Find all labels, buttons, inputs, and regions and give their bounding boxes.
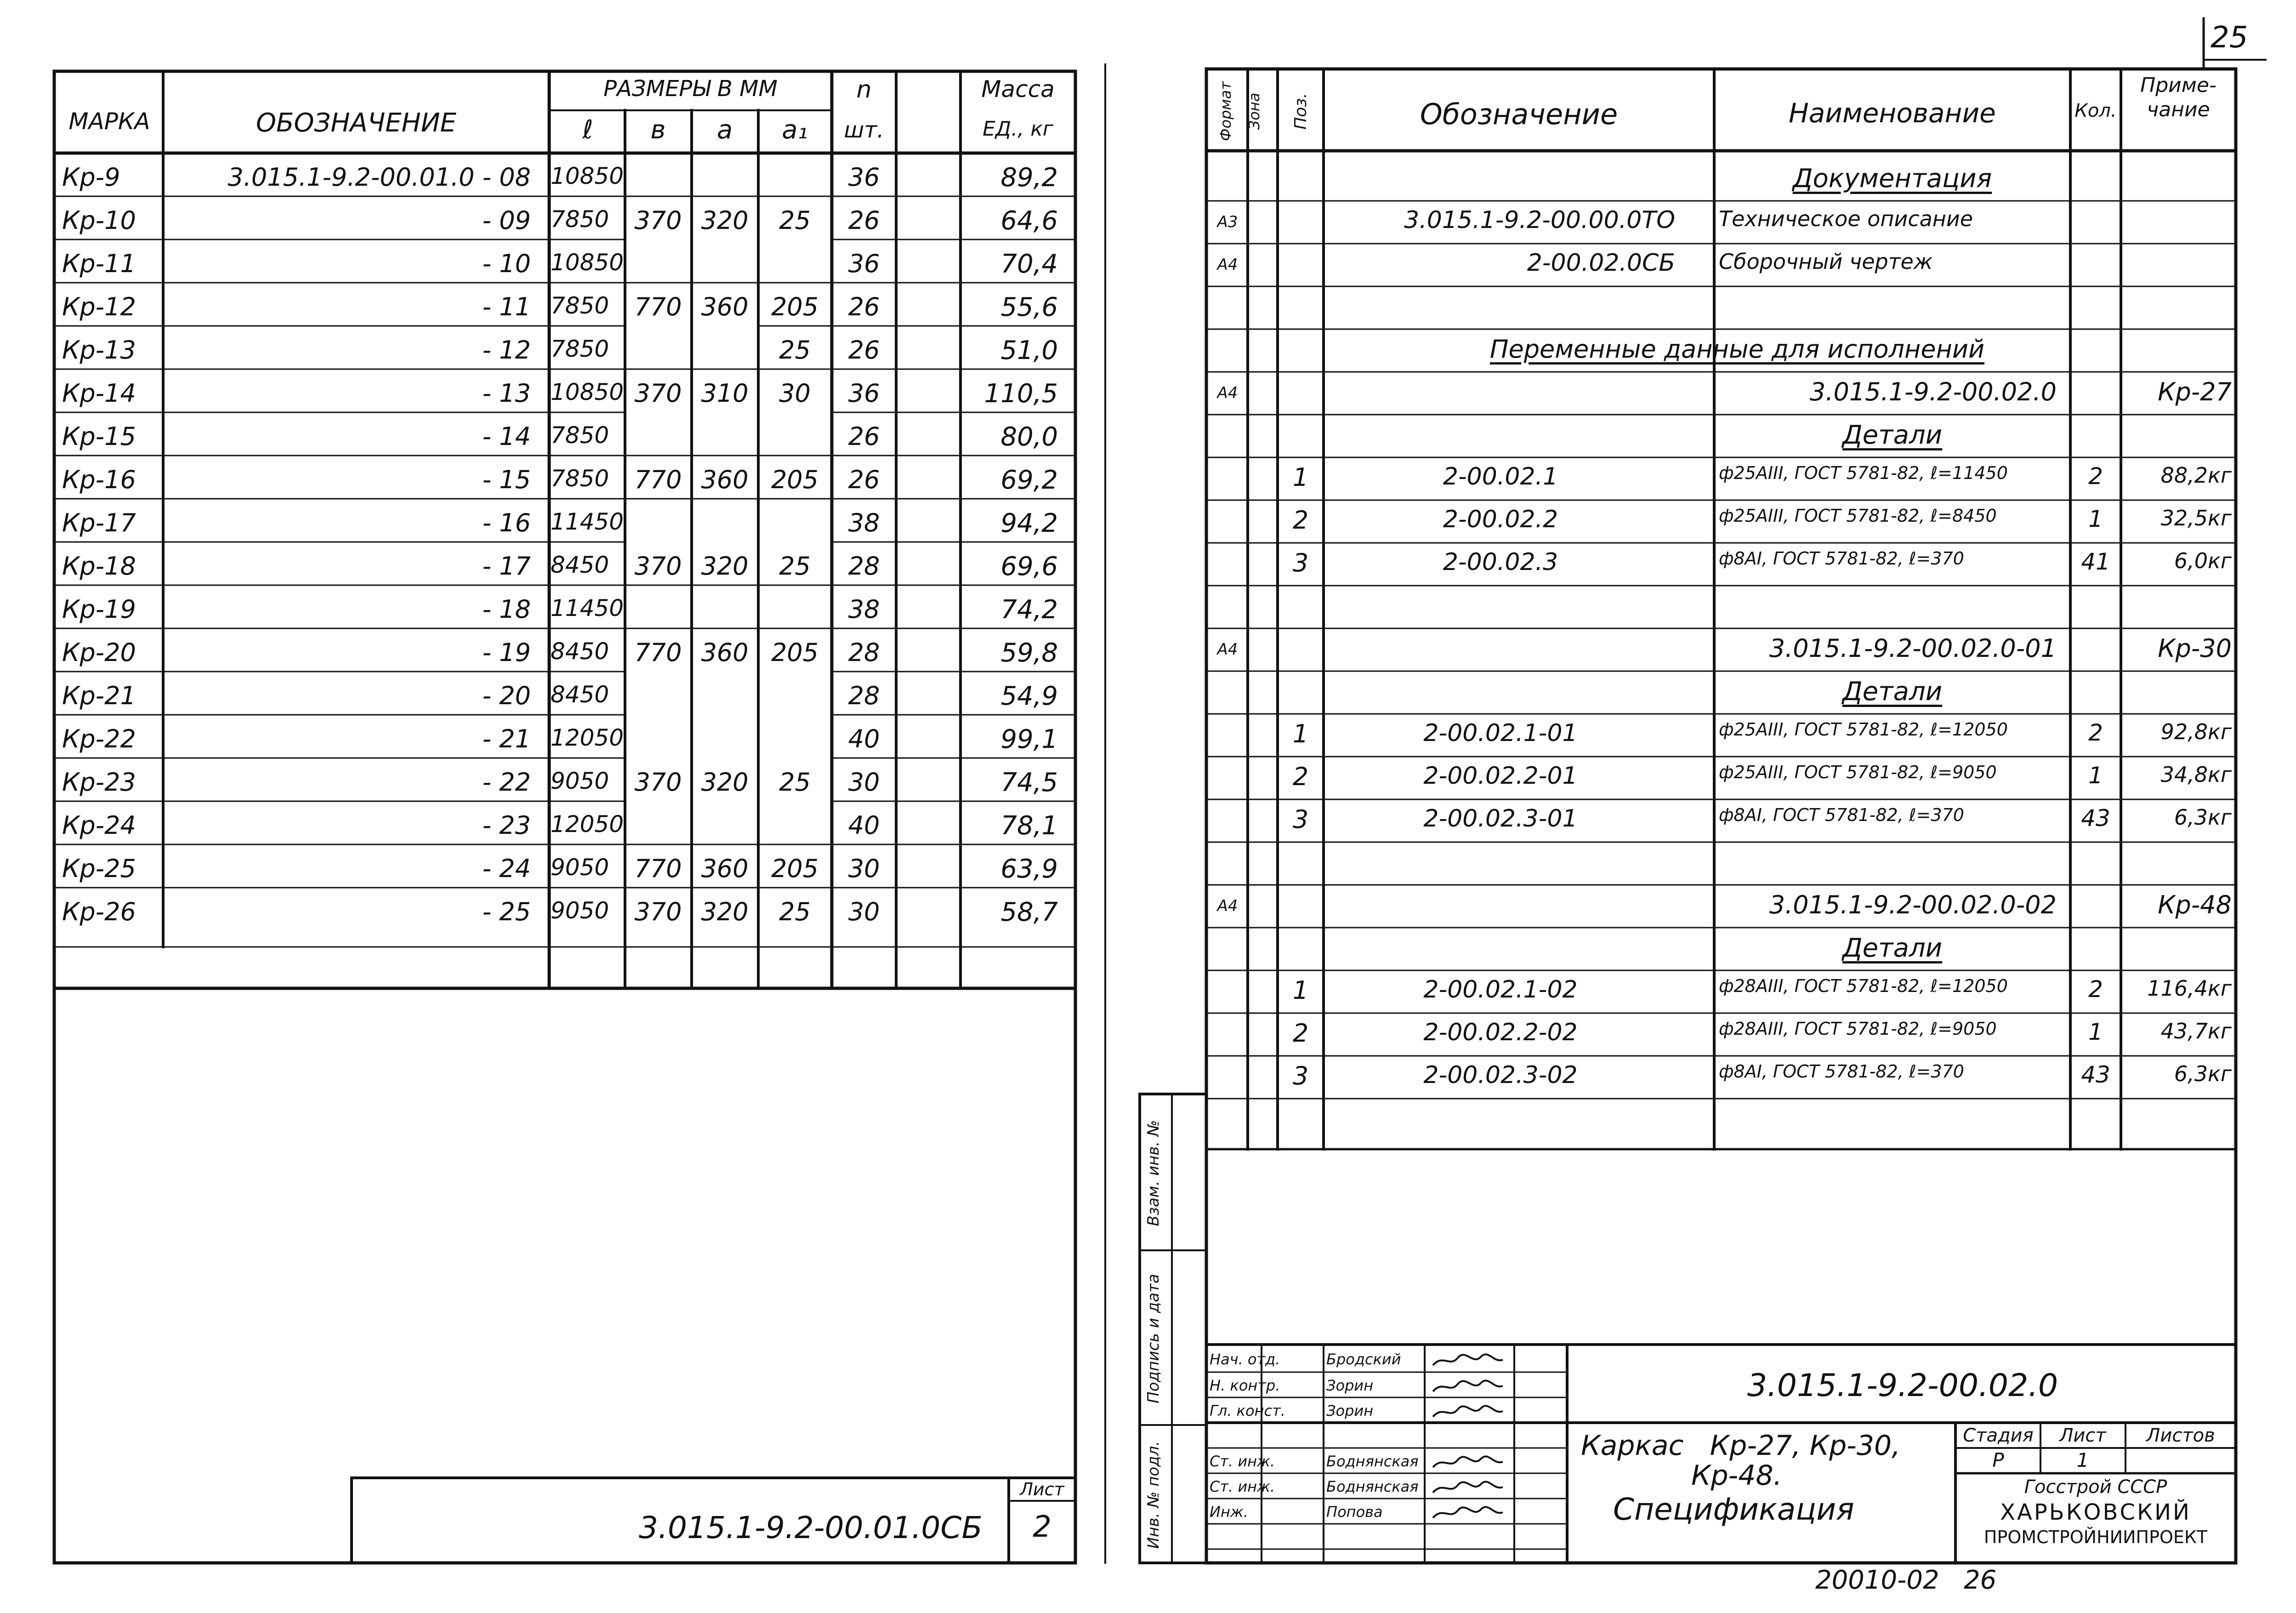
cell-mass: 59,8	[1000, 638, 1058, 668]
cell-a1: 205	[771, 465, 819, 494]
cell-n: 28	[848, 638, 880, 667]
cell-marka: Кр-15	[62, 422, 136, 451]
spec-format: А4	[1217, 897, 1238, 915]
cell-mass: 80,0	[1000, 422, 1058, 452]
left-stamp-list-value: 2	[1033, 1510, 1051, 1544]
cell-marka: Кр-13	[62, 336, 136, 365]
header-l: ℓ	[582, 115, 593, 145]
spec-naimenovanie: ф25АIII, ГОСТ 5781-82, ℓ=11450	[1719, 463, 2008, 483]
cell-n: 30	[848, 768, 880, 797]
spec-kol: 1	[2088, 1019, 2103, 1045]
cell-n: 36	[848, 249, 880, 278]
stamp-name: Бродский	[1326, 1351, 1401, 1368]
spec-oboznachenie: 2-00.02.1	[1443, 463, 1558, 490]
cell-oboz: - 15	[482, 465, 531, 494]
cell-mass: 99,1	[1000, 724, 1058, 754]
spec-kol: 1	[2088, 506, 2103, 532]
spec-naimenovanie: 3.015.1-9.2-00.02.0-01	[1769, 634, 2057, 663]
spec-poz: 1	[1292, 976, 1309, 1005]
spec-format: А4	[1217, 640, 1238, 659]
cell-l: 11450	[551, 595, 624, 621]
cell-mass: 63,9	[1000, 854, 1058, 884]
cell-a: 310	[701, 379, 749, 408]
cell-l: 7850	[551, 336, 609, 362]
spec-poz: 3	[1292, 805, 1309, 834]
spec-naimenovanie: Документация	[1792, 164, 1992, 194]
spec-kol: 43	[2081, 805, 2110, 832]
cell-mass: 70,4	[1000, 249, 1058, 279]
stamp-role: Инж.	[1210, 1503, 1248, 1521]
cell-b: 370	[634, 206, 682, 235]
cell-mass: 51,0	[1000, 336, 1058, 365]
cell-l: 12050	[551, 811, 624, 838]
cell-n: 30	[848, 854, 880, 883]
spec-poz: 3	[1292, 1061, 1309, 1090]
spec-kol: 1	[2088, 762, 2103, 789]
spec-primechanie: Кр-48	[2158, 890, 2232, 919]
header-oboznachenie: ОБОЗНАЧЕНИЕ	[256, 108, 457, 138]
cell-n: 40	[848, 724, 880, 753]
cell-marka: Кр-11	[62, 249, 136, 278]
cell-l: 10850	[551, 249, 624, 276]
spec-poz: 1	[1292, 719, 1309, 748]
cell-oboz: - 14	[482, 422, 531, 451]
cell-oboz: - 12	[482, 336, 531, 365]
spec-oboznachenie: 2-00.02.2-01	[1423, 762, 1578, 790]
right-stamp-title-2: Кр-48.	[1691, 1459, 1782, 1492]
cell-oboz: 3.015.1-9.2-00.01.0 - 08	[227, 163, 531, 192]
spec-oboznachenie: 2-00.02.3-02	[1423, 1061, 1578, 1089]
cell-b: 770	[634, 465, 682, 494]
header-a: а	[716, 115, 733, 145]
stamp-list-value: 1	[2076, 1449, 2089, 1471]
cell-b: 770	[634, 638, 682, 667]
spec-kol: 2	[2088, 976, 2103, 1003]
cell-oboz: - 17	[482, 552, 531, 581]
cell-marka: Кр-26	[62, 897, 136, 926]
cell-oboz: - 22	[482, 768, 531, 797]
cell-l: 9050	[551, 854, 609, 881]
cell-a1: 25	[779, 897, 811, 926]
cell-a1: 25	[779, 206, 811, 235]
stamp-name: Боднянская	[1326, 1478, 1419, 1495]
cell-mass: 74,2	[1000, 595, 1058, 625]
spec-poz: 3	[1292, 548, 1309, 577]
header-kol: Кол.	[2074, 100, 2117, 121]
cell-a1: 30	[779, 379, 811, 408]
stamp-role: Нач. отд.	[1210, 1351, 1280, 1368]
spec-naimenovanie: ф25АIII, ГОСТ 5781-82, ℓ=12050	[1719, 719, 2008, 740]
cell-l: 8450	[551, 681, 609, 708]
signature-mark	[1429, 1453, 1507, 1472]
spec-kol: 43	[2081, 1061, 2110, 1088]
cell-mass: 89,2	[1000, 163, 1058, 193]
cell-l: 8450	[551, 638, 609, 665]
cell-a1: 25	[779, 552, 811, 581]
cell-n: 28	[848, 681, 880, 710]
cell-marka: Кр-22	[62, 724, 136, 753]
stamp-org-2: ХАРЬКОВСКИЙ	[2000, 1499, 2191, 1525]
header-b: в	[650, 115, 666, 145]
header-format: Формат	[1217, 81, 1234, 141]
cell-n: 30	[848, 897, 880, 926]
cell-l: 7850	[551, 292, 609, 319]
spec-primechanie: 6,3кг	[2174, 1061, 2232, 1086]
stamp-stadia-label: Стадия	[1963, 1425, 2034, 1446]
spec-oboznachenie: 2-00.02.3-01	[1423, 805, 1578, 832]
cell-oboz: - 11	[482, 292, 531, 321]
cell-marka: Кр-14	[62, 379, 136, 408]
spec-naimenovanie: 3.015.1-9.2-00.02.0-02	[1769, 890, 2057, 919]
header-sht: шт.	[844, 117, 884, 143]
side-caption-podpis: Подпись и дата	[1144, 1274, 1163, 1403]
cell-b: 370	[634, 768, 682, 797]
cell-marka: Кр-10	[62, 206, 136, 235]
left-stamp-list-label: Лист	[1020, 1479, 1064, 1499]
cell-oboz: - 23	[482, 811, 531, 840]
header-marka: МАРКА	[68, 108, 150, 135]
header-naimenovanie: Наименование	[1789, 97, 1996, 129]
cell-b: 370	[634, 379, 682, 408]
spec-format: А4	[1217, 384, 1238, 402]
spec-naimenovanie: Детали	[1842, 933, 1943, 963]
cell-a: 320	[701, 768, 749, 797]
cell-l: 9050	[551, 897, 609, 924]
spec-naimenovanie: ф8АI, ГОСТ 5781-82, ℓ=370	[1719, 805, 1964, 825]
cell-a: 320	[701, 897, 749, 926]
spec-naimenovanie: Переменные данные для исполнений	[1489, 335, 1985, 364]
cell-n: 26	[848, 336, 880, 365]
spec-primechanie: 88,2кг	[2160, 463, 2232, 488]
cell-oboz: - 25	[482, 897, 531, 926]
cell-l: 8450	[551, 552, 609, 578]
cell-mass: 78,1	[1000, 811, 1058, 841]
cell-a1: 25	[779, 768, 811, 797]
spec-primechanie: 6,3кг	[2174, 805, 2232, 830]
left-stamp-designation: 3.015.1-9.2-00.01.0СБ	[639, 1510, 983, 1545]
stamp-name: Попова	[1326, 1503, 1383, 1521]
stamp-listov-label: Листов	[2146, 1425, 2215, 1446]
cell-marka: Кр-16	[62, 465, 136, 494]
cell-n: 36	[848, 379, 880, 408]
cell-n: 38	[848, 508, 880, 537]
cell-marka: Кр-19	[62, 595, 136, 624]
spec-primechanie: Кр-27	[2158, 377, 2232, 406]
spec-kol: 2	[2088, 463, 2103, 490]
spec-oboznachenie: 2-00.02.1-02	[1423, 976, 1578, 1003]
cell-oboz: - 13	[482, 379, 531, 408]
bottom-stamp: 20010-02 26	[1815, 1565, 1997, 1595]
right-stamp-title-3: Спецификация	[1613, 1492, 1854, 1527]
cell-a: 360	[701, 854, 749, 883]
cell-marka: Кр-24	[62, 811, 136, 840]
cell-mass: 69,2	[1000, 465, 1058, 495]
cell-a1: 205	[771, 292, 819, 321]
stamp-stadia-value: Р	[1992, 1449, 2004, 1471]
stamp-name: Зорин	[1326, 1377, 1374, 1394]
stamp-role: Н. контр.	[1210, 1377, 1280, 1394]
side-caption-vzam: Взам. инв. №	[1144, 1120, 1163, 1226]
spec-poz: 2	[1292, 1019, 1309, 1048]
stamp-org-3: ПРОМСТРОЙНИИПРОЕКТ	[1983, 1527, 2208, 1547]
cell-marka: Кр-21	[62, 681, 136, 710]
spec-kol: 41	[2081, 548, 2110, 575]
header-oboznachenie-r: Обозначение	[1420, 97, 1618, 131]
cell-a1: 205	[771, 638, 819, 667]
cell-a: 360	[701, 465, 749, 494]
cell-mass: 55,6	[1000, 292, 1058, 322]
cell-l: 12050	[551, 724, 624, 751]
cell-l: 7850	[551, 206, 609, 233]
spec-poz: 2	[1292, 762, 1309, 791]
stamp-role: Гл. конст.	[1210, 1402, 1285, 1419]
cell-n: 26	[848, 465, 880, 494]
cell-l: 11450	[551, 508, 624, 535]
cell-oboz: - 19	[482, 638, 531, 667]
spec-primechanie: 43,7кг	[2160, 1019, 2232, 1043]
spec-poz: 1	[1292, 463, 1309, 492]
header-massa-unit: ЕД., кг	[983, 117, 1053, 141]
cell-marka: Кр-9	[62, 163, 120, 192]
cell-oboz: - 09	[482, 206, 531, 235]
cell-n: 28	[848, 552, 880, 581]
side-caption-inv-podl: Инв. № подл.	[1144, 1441, 1163, 1549]
spec-primechanie: 116,4кг	[2147, 976, 2232, 1001]
cell-n: 26	[848, 206, 880, 235]
cell-marka: Кр-12	[62, 292, 136, 321]
cell-oboz: - 10	[482, 249, 531, 278]
cell-mass: 58,7	[1000, 897, 1058, 927]
cell-marka: Кр-25	[62, 854, 136, 883]
stamp-list-label: Лист	[2059, 1425, 2106, 1446]
header-n: n	[856, 76, 872, 103]
spec-poz: 2	[1292, 506, 1309, 535]
header-poz: Поз.	[1291, 93, 1310, 130]
cell-l: 7850	[551, 422, 609, 449]
spec-naimenovanie: ф25АIII, ГОСТ 5781-82, ℓ=9050	[1719, 762, 1997, 782]
cell-l: 7850	[551, 465, 609, 492]
stamp-role: Ст. инж.	[1210, 1453, 1275, 1470]
cell-l: 10850	[551, 379, 624, 405]
stamp-name: Боднянская	[1326, 1453, 1419, 1470]
cell-a: 360	[701, 292, 749, 321]
cell-mass: 110,5	[984, 379, 1058, 409]
spec-kol: 2	[2088, 719, 2103, 746]
spec-primechanie: 6,0кг	[2174, 548, 2232, 573]
cell-marka: Кр-18	[62, 552, 136, 581]
spec-naimenovanie: Детали	[1842, 420, 1943, 450]
page-number: 25	[2211, 21, 2248, 55]
cell-n: 26	[848, 292, 880, 321]
signature-mark	[1429, 1378, 1507, 1396]
cell-mass: 74,5	[1000, 768, 1058, 798]
signature-mark	[1429, 1504, 1507, 1522]
spec-naimenovanie: ф25АIII, ГОСТ 5781-82, ℓ=8450	[1719, 506, 1997, 526]
spec-oboznachenie: 2-00.02.3	[1443, 548, 1558, 576]
spec-oboznachenie: 2-00.02.2	[1443, 506, 1558, 533]
cell-n: 40	[848, 811, 880, 840]
header-primechanie: Приме- чание	[2140, 74, 2216, 121]
cell-marka: Кр-20	[62, 638, 136, 667]
cell-oboz: - 20	[482, 681, 531, 710]
cell-marka: Кр-23	[62, 768, 136, 797]
cell-n: 38	[848, 595, 880, 624]
spec-primechanie: Кр-30	[2158, 634, 2232, 663]
spec-oboznachenie: 2-00.02.1-01	[1423, 719, 1578, 747]
spec-primechanie: 92,8кг	[2160, 719, 2232, 744]
stamp-org-1: Госстрой СССР	[2024, 1476, 2167, 1498]
signature-mark	[1429, 1403, 1507, 1421]
right-stamp-designation: 3.015.1-9.2-00.02.0	[1747, 1368, 2058, 1404]
cell-a: 320	[701, 552, 749, 581]
signature-mark	[1429, 1351, 1507, 1370]
cell-n: 26	[848, 422, 880, 451]
header-a1: а₁	[782, 115, 808, 145]
header-massa: Масса	[981, 76, 1055, 103]
cell-b: 770	[634, 292, 682, 321]
cell-a: 320	[701, 206, 749, 235]
cell-a: 360	[701, 638, 749, 667]
spec-naimenovanie: 3.015.1-9.2-00.02.0	[1809, 377, 2057, 406]
spec-naimenovanie: ф28АIII, ГОСТ 5781-82, ℓ=9050	[1719, 1019, 1997, 1039]
header-razmery: РАЗМЕРЫ В ММ	[603, 76, 778, 102]
cell-b: 770	[634, 854, 682, 883]
spec-format: А3	[1217, 213, 1238, 231]
spec-oboznachenie: 2-00.02.0СБ	[1527, 249, 1675, 277]
cell-oboz: - 16	[482, 508, 531, 537]
spec-format: А4	[1217, 256, 1238, 274]
cell-a1: 205	[771, 854, 819, 883]
cell-mass: 64,6	[1000, 206, 1058, 236]
cell-oboz: - 21	[482, 724, 531, 753]
right-stamp-title-1: Каркас Кр-27, Кр-30,	[1581, 1430, 1901, 1462]
spec-oboznachenie: 2-00.02.2-02	[1423, 1019, 1578, 1046]
cell-oboz: - 18	[482, 595, 531, 624]
cell-mass: 54,9	[1000, 681, 1058, 711]
signature-mark	[1429, 1479, 1507, 1497]
cell-a1: 25	[779, 336, 811, 365]
spec-naimenovanie: ф8АI, ГОСТ 5781-82, ℓ=370	[1719, 548, 1964, 569]
spec-naimenovanie: ф28АIII, ГОСТ 5781-82, ℓ=12050	[1719, 976, 2008, 996]
spec-naimenovanie: Техническое описание	[1719, 206, 1973, 231]
cell-b: 370	[634, 552, 682, 581]
cell-l: 9050	[551, 768, 609, 794]
cell-marka: Кр-17	[62, 508, 136, 537]
spec-primechanie: 32,5кг	[2160, 506, 2232, 530]
spec-oboznachenie: 3.015.1-9.2-00.00.0ТО	[1404, 206, 1675, 234]
cell-n: 36	[848, 163, 880, 192]
cell-mass: 94,2	[1000, 508, 1058, 538]
cell-l: 10850	[551, 163, 624, 189]
spec-naimenovanie: Сборочный чертеж	[1719, 249, 1933, 274]
spec-naimenovanie: ф8АI, ГОСТ 5781-82, ℓ=370	[1719, 1061, 1964, 1082]
spec-naimenovanie: Детали	[1842, 677, 1943, 707]
cell-b: 370	[634, 897, 682, 926]
cell-mass: 69,6	[1000, 552, 1058, 581]
spec-primechanie: 34,8кг	[2160, 762, 2232, 787]
header-zona: Зона	[1245, 92, 1263, 130]
stamp-role: Ст. инж.	[1210, 1478, 1275, 1495]
cell-oboz: - 24	[482, 854, 531, 883]
stamp-name: Зорин	[1326, 1402, 1374, 1419]
